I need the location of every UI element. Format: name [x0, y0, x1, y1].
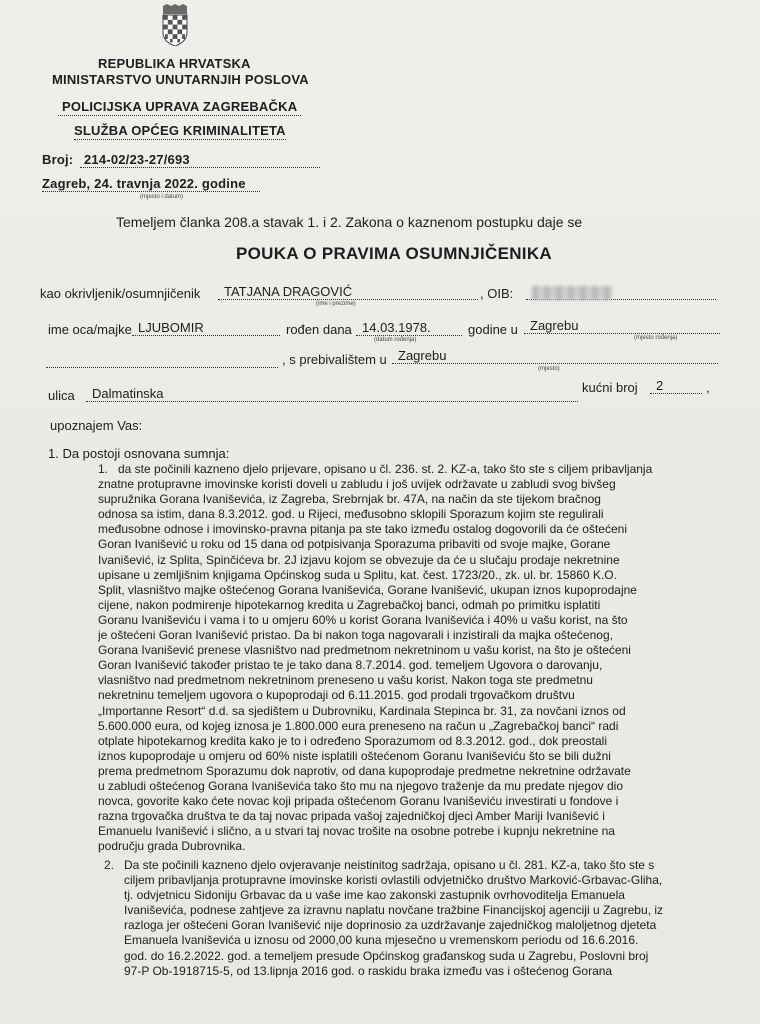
accused-label: kao okrivljenik/osumnjičenik	[40, 286, 201, 301]
residence-value: Zagrebu	[392, 348, 718, 364]
text-line: Goranu Ivaniševiću i vama i to u omjeru 60% u korist Gorana Ivaniševića i 40% u vašu korist, na što	[98, 612, 628, 627]
text-line: supružnika Gorana Ivaniševića, iz Zagreba, Srebrnjak br. 47A, na način da ste tijekom bračnog	[98, 492, 601, 507]
header-service: SLUŽBA OPĆEG KRIMINALITETA	[74, 123, 286, 138]
header-republic: REPUBLIKA HRVATSKA	[98, 56, 251, 71]
text-line: 97-P Ob-1918715-5, od 13.lipnja 2016 god. o raskidu braka između vas i oštećenog Gorana	[124, 963, 613, 978]
text-line: novca, govorite kako ćete novac koji pripada oštećenom Goranu Ivaniševiću investirati u fondove i	[98, 794, 619, 809]
text-line: međusobne odnose i imovinsko-pravna pitanja pa ste tako između ostalog dogovorili da će oštećeni	[98, 522, 627, 537]
text-line: vlasništvo nad predmetnom nekretninom preneseno u vašu korist. Nakon toga ste predmetnu	[98, 673, 593, 688]
residence-blank	[46, 352, 278, 368]
text-line: Goran Ivanišević u roku od 15 dana od potpisivanja Sporazuma pribaviti od svoje majke, Gorane	[98, 537, 611, 552]
text-line: otplate hipotekarnog kredita kako je to i određeno Sporazumom od 8.3.2012. god., dok preostali	[98, 733, 607, 748]
birth-place-hint: (mjesto rođenja)	[634, 335, 678, 341]
house-number-label: kućni broj	[582, 380, 638, 395]
item-1-number: 1.	[98, 462, 109, 476]
text-line: iznos kupoprodaje u omjeru od 60% niste isplatili oštećenom Goranu Ivaniševiću što se bili dužni	[98, 748, 611, 763]
accused-name-hint: (ime i prezime)	[316, 301, 356, 307]
residence-label: , s prebivalištem u	[282, 352, 387, 367]
text-line: znatne protupravne imovinske koristi doveli u zabludu i još uvijek održavate u zabludi svog bivšeg	[98, 477, 616, 492]
parent-name: LJUBOMIR	[132, 320, 280, 336]
text-line: razloga jer oštećeni Goran Ivanišević nije doprinosio za uzdržavanje zajedničkog maloljetnog djeteta	[124, 918, 657, 933]
text-line: tj. odvjetnicu Sidoniju Grbavac da u vaše ime kao zakonski zastupnik ovrhovoditelja Emanuela	[124, 888, 625, 903]
text-line: Gorana Ivanišević prenese vlasništvo nad predmetnom nekretninom u vašu korist, na što je oštećeni	[98, 643, 631, 658]
born-date: 14.03.1978.	[356, 320, 462, 336]
redacted-oib	[532, 286, 612, 300]
text-line: 5.600.000 eura, od kojeg iznosa je 1.800.000 eura preneseno na račun u „Zagrebačkoj banci“ radi	[98, 718, 619, 733]
croatian-coat-of-arms-icon	[160, 4, 190, 46]
text-line: Ivanišević, iz Splita, Spinčićeva br. 2J izjavu kojom se obvezuje da će u slučaju prodaje nekretnine	[98, 552, 620, 567]
text-line: da ste počinili kazneno djelo prijevare, opisano u čl. 236. st. 2. KZ-a, tako što ste s ciljem pribavljanja	[118, 462, 653, 476]
text-line: ciljem pribavljanja protupravne imovinske koristi ovlastili odvjetničko društvo Marković-Grbavac-Gliha,	[124, 873, 663, 888]
item-2-number: 2.	[104, 858, 115, 872]
place-and-date-hint: (mjesto i datum)	[140, 194, 184, 200]
intro-text: Temeljem članka 208.a stavak 1. i 2. Zakona o kaznenom postupku daje se	[116, 214, 583, 230]
year-label: godine u	[468, 322, 518, 337]
text-line: Emanuelu Ivanišević i slično, a u stvari taj novac trošite na osobne potrebe i kupnju nekretnine na	[98, 824, 615, 839]
text-line: odnosa sa istim, dana 8.3.2012. god. u Rijeci, međusobno sklopili Sporazum kojim ste regulirali	[98, 507, 604, 522]
text-line: Split, vlasništvo majke oštećenog Gorana Ivaniševića, Gorane Ivanišević, ukupan iznos kupoprodajne	[98, 582, 637, 597]
residence-hint: (mjesto)	[538, 366, 560, 372]
street-label: ulica	[48, 388, 75, 403]
text-line: Goran Ivanišević također pristao te je tako dana 8.7.2014. god. temeljem Ugovora o darovanju,	[98, 658, 603, 673]
house-number-value: 2	[650, 378, 702, 394]
notice-text: upoznajem Vas:	[50, 418, 143, 433]
text-line: cijene, nakon podmirenje hipotekarnog kredita u Zagrebačkoj banci, odmah po primitku isplatiti	[98, 597, 601, 612]
text-line: Ivaniševića, podnese zahtjeve za izravnu naplatu novčane tražbine Financijskoj agenciji u Zagrebu, iz	[124, 903, 663, 918]
oib-value	[526, 284, 716, 300]
document-title: POUKA O PRAVIMA OSUMNJIČENIKA	[236, 244, 552, 263]
accused-name: TATJANA DRAGOVIĆ	[218, 284, 478, 300]
oib-label: , OIB:	[480, 286, 514, 301]
trailing-comma: ,	[706, 380, 710, 395]
text-line: god. do 16.2.2022. god. a temeljem presude Općinskog građanskog suda u Zagrebu, Poslovni broj	[124, 948, 649, 963]
place-and-date: Zagreb, 24. travnja 2022. godine	[42, 176, 260, 192]
born-label: rođen dana	[286, 322, 352, 337]
text-line: području grada Dubrovnika.	[98, 839, 246, 854]
item-1-text	[98, 462, 718, 854]
parent-label: ime oca/majke	[48, 322, 132, 337]
header-ministry: MINISTARSTVO UNUTARNJIH POSLOVA	[52, 72, 309, 87]
text-line: Emanuela Ivaniševića u iznosu od 2000,00 kuna mjesečno u vremenskom periodu od 16.6.2016.	[124, 933, 639, 948]
section-1-title: 1. Da postoji osnovana sumnja:	[48, 446, 230, 461]
text-line: u zabludi oštećenog Gorana Ivaniševića tako što mu na njegovo traženje da mu predate njegov dio	[98, 778, 623, 793]
case-number-label: Broj:	[42, 152, 74, 167]
text-line: Da ste počinili kazneno djelo ovjeravanje neistinitog sadržaja, opisano u čl. 281. KZ-a, tako što ste s	[124, 858, 655, 872]
text-line: je oštećeni Goran Ivanišević pristao. Da bi nakon toga nagovarali i inzistirali da majka oštećenog,	[98, 628, 613, 643]
text-line: nekretninu temeljem ugovora o kupoprodaji od 6.11.2015. god prodali trgovačkom društvu	[98, 688, 575, 703]
item-2-text	[124, 858, 748, 979]
born-date-hint: (datum rođenja)	[374, 337, 417, 343]
case-number-value: 214-02/23-27/693	[80, 152, 320, 168]
birth-place: Zagrebu	[524, 318, 720, 334]
text-line: prema predmetnom Sporazumu dok naprotiv, od dana kupoprodaje predmetne nekretnine održavate	[98, 763, 631, 778]
street-value: Dalmatinska	[86, 386, 578, 402]
text-line: razna trgovačka društva te da taj novac pripada vašoj zajedničkoj djeci Amber Mariji Ivanišević i	[98, 809, 605, 824]
text-line: „Importanne Resort“ d.d. sa sjedištem u Dubrovniku, Kardinala Stepinca br. 31, za novčani iznos od	[98, 703, 626, 718]
header-police-directorate: POLICIJSKA UPRAVA ZAGREBAČKA	[58, 99, 301, 116]
text-line: upisane u zemljišnim knjigama Općinskog suda u Splitu, kat. čest. 1723/20., zk. ul. br. 15860 K.O.	[98, 567, 617, 582]
